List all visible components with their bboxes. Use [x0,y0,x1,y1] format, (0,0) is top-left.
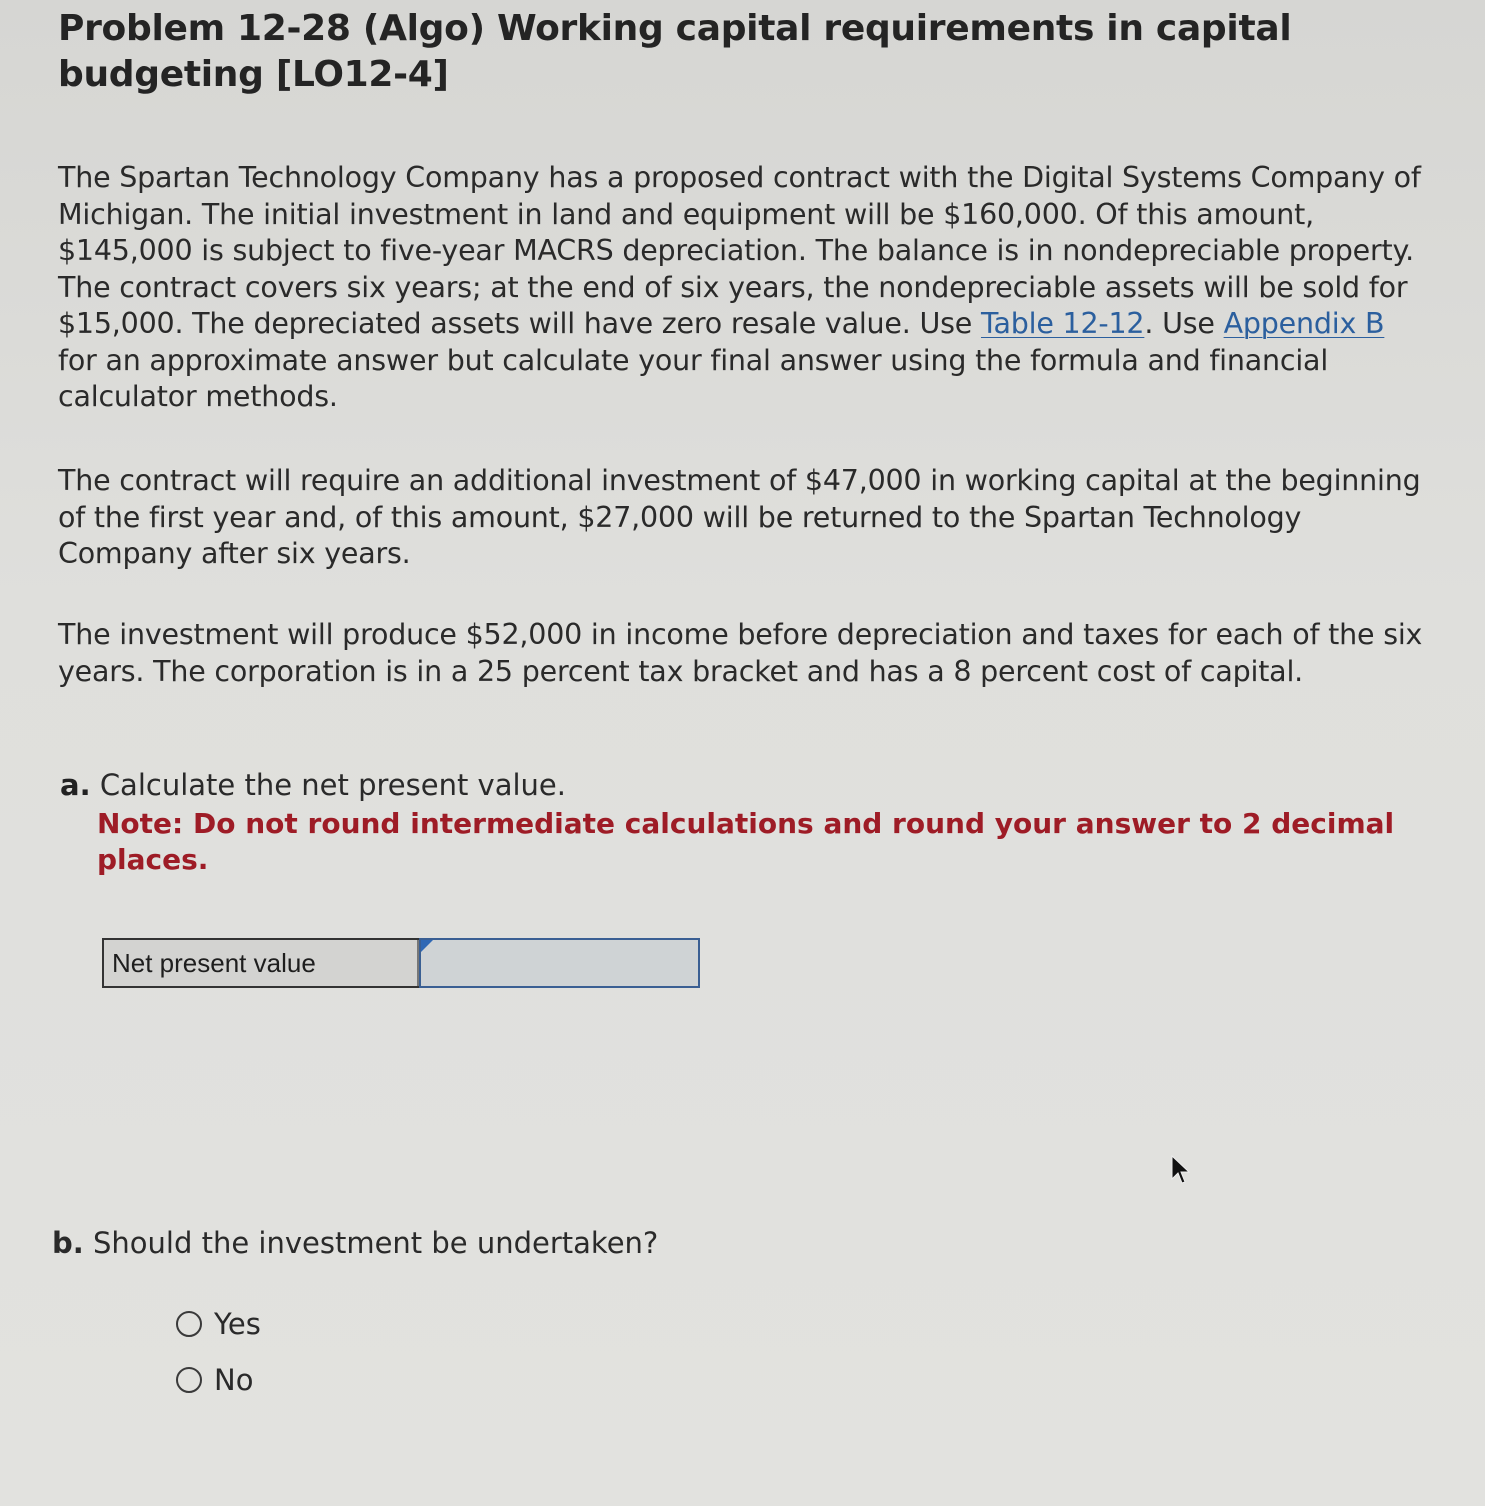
part-b-letter: b. [52,1226,84,1260]
option-no-label: No [214,1363,254,1397]
problem-paragraph-3: The investment will produce $52,000 in income before depreciation and taxes for each of the six years. The corporation is in a 25 percent tax bracket and has a 8 percent cost of capital. [58,618,1423,688]
radio-no[interactable] [176,1367,202,1393]
problem-paragraph-2: The contract will require an additional investment of $47,000 in working capital at the beginning of the first year and, of this amount, $27,000 will be returned to the Spartan Technology Company after six years. [58,464,1421,570]
radio-yes[interactable] [176,1311,202,1337]
part-b-question [52,1224,658,1262]
table-12-12-link[interactable]: Table 12-12 [980,307,1145,340]
part-b-text: Should the investment be undertaken? [93,1226,659,1260]
input-marker-icon [421,940,433,952]
problem-paragraph-1 [58,160,1428,416]
part-a-letter: a. [60,768,91,802]
option-yes-label: Yes [214,1307,261,1341]
mouse-pointer-icon [1170,1155,1192,1187]
npv-input[interactable] [421,940,698,986]
npv-input-cell[interactable] [419,938,700,988]
part-a-question [60,766,566,804]
appendix-b-link[interactable]: Appendix B [1223,307,1385,340]
rounding-note: Note: Do not round intermediate calculations and round your answer to 2 decimal places. [97,807,1395,876]
part-a-text: Calculate the net present value. [99,768,566,802]
npv-label: Net present value [104,940,419,986]
problem-text-outro: for an approximate answer but calculate your final answer using the formula and financial calculator methods. [58,343,1329,413]
problem-text-intro: The Spartan Technology Company has a proposed contract with the Digital Systems Company of Michigan. The initial investment in land and equipment will be $160,000. Of this amount, $145,000 is subject to five-year MACRS depreciation. The balance is in nondepreciable property. The contract covers six years; at the end of six years, the nondepreciable assets will be sold for $15,000. The depreciated assets will have zero resale value. Use [58,161,1421,340]
npv-answer-table [102,938,700,988]
problem-text-between: . Use [1144,307,1224,340]
option-yes[interactable] [176,1307,261,1341]
page-title: Problem 12-28 (Algo) Working capital requirements in capital budgeting [LO12-4] [58,8,1292,95]
option-no[interactable] [176,1363,253,1397]
